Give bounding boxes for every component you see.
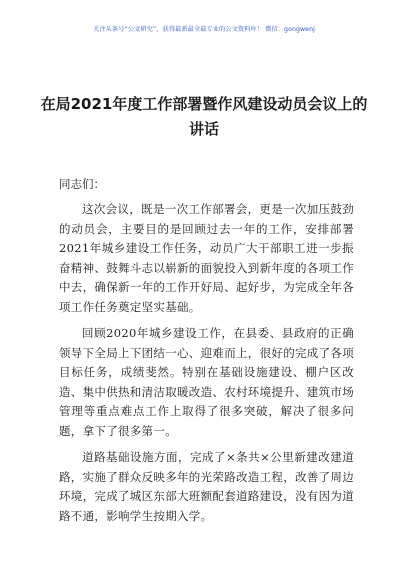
body-paragraph: 这次会议，既是一次工作部署会，更是一次加压鼓劲的动员会，主要目的是回顾过去一年的工作，安排部署2021年城乡建设工作任务，动员广大干部职工进一步振奋精神、鼓舞斗志以崭新的面貌投入到新年度的各项工作中去，确保新一年的工作开好局、起好步，为完成全年各项工作任务奠定坚实基础。 — [59, 202, 354, 314]
header-banner: 关注头条号“公文研究”，获得最新最全最专业的公文资料库！ 微信：gongwenj — [93, 26, 315, 33]
document-body — [59, 200, 354, 533]
salutation: 同志们： — [59, 177, 105, 191]
body-paragraph: 道路基础设施方面，完成了×条共×公里新建改建道路，实施了群众反映多年的光荣路改造工程，改善了周边环境，完成了城区东部大班额配套道路建设，没有因为道路不通，影响学生按期入学。 — [59, 450, 354, 523]
body-paragraph: 回顾2020年城乡建设工作，在县委、县政府的正确领导下全局上下团结一心、迎难而上，很好的完成了各项目标任务，成绩斐然。特别在基础设施建设、棚户区改造、集中供热和清洁取暖改造、农村环境提升、建筑市场管理等重点难点工作上取得了很多突破，解决了很多问题，拿下了很多第一。 — [59, 326, 354, 438]
document-title: 在局2021年度工作部署暨作风建设动员会议上的讲话 — [40, 95, 368, 138]
